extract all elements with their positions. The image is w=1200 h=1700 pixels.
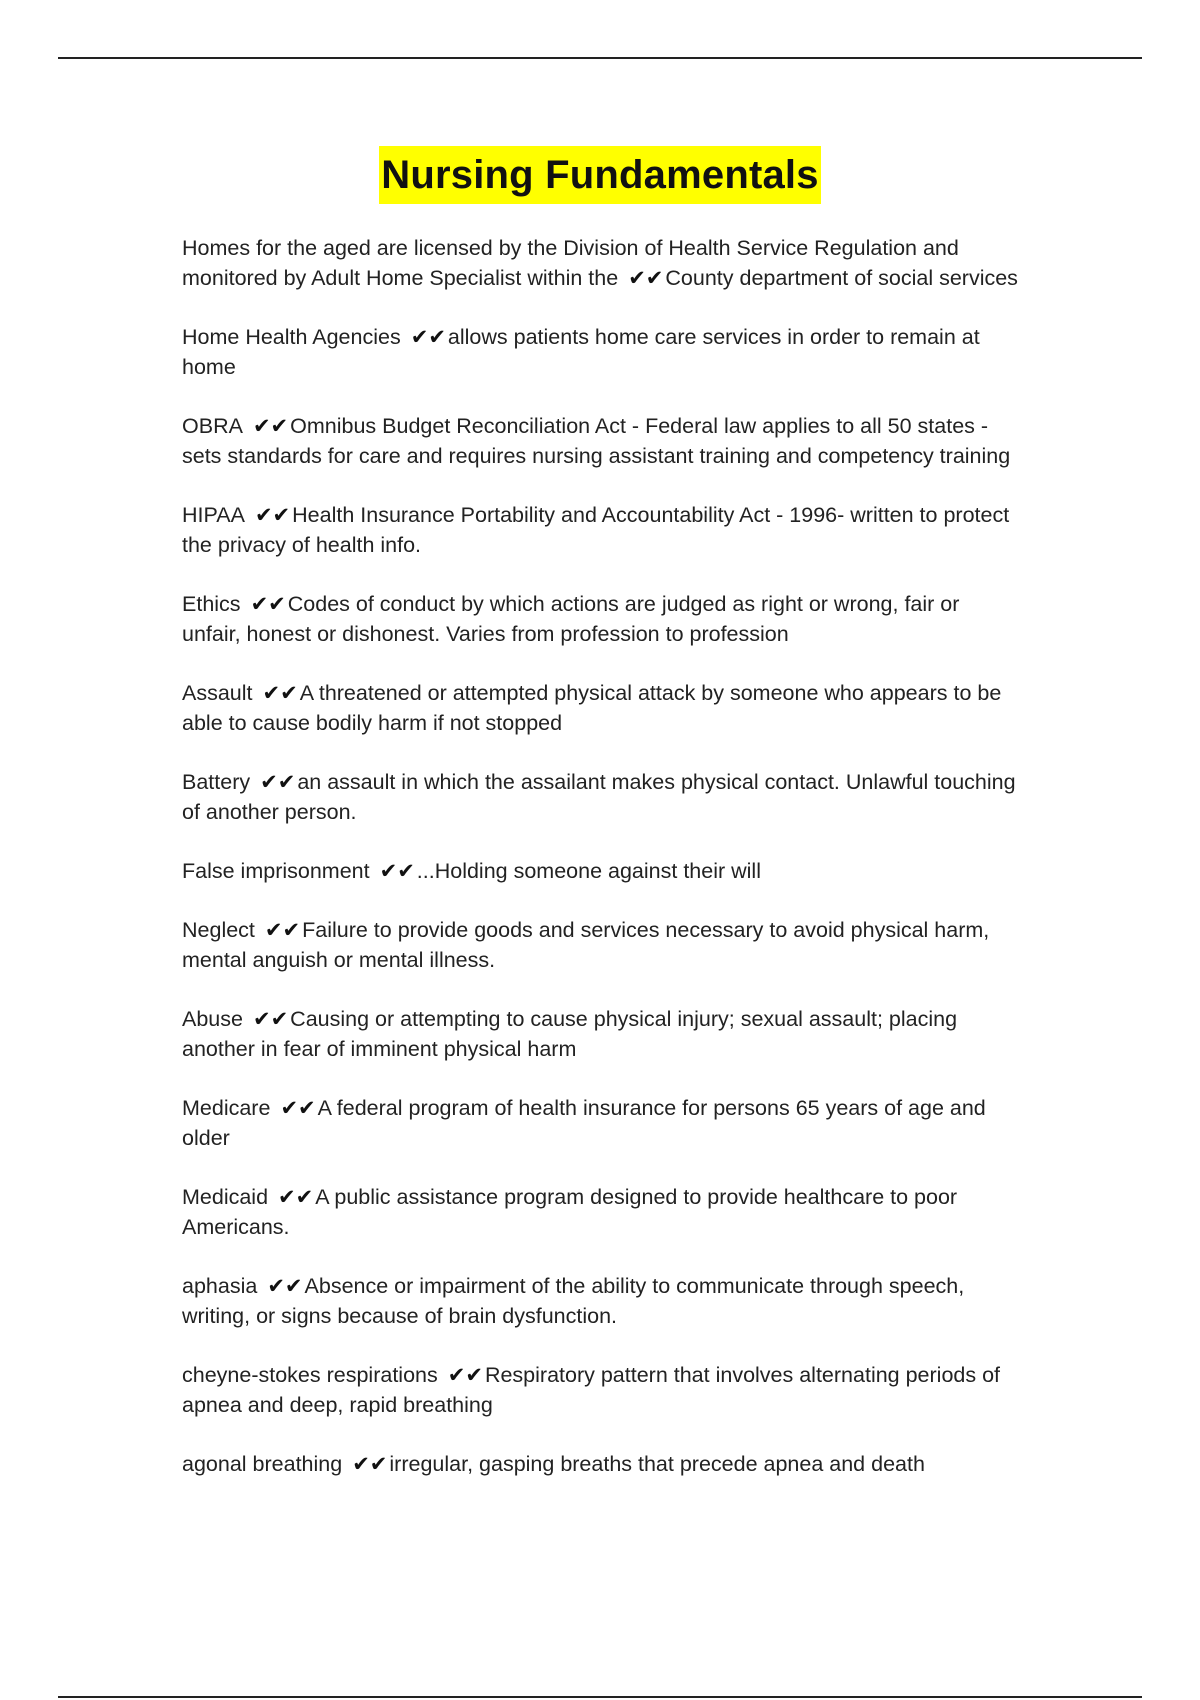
entry-term: Ethics bbox=[182, 592, 241, 616]
list-item bbox=[182, 1360, 1020, 1420]
check-mark-icon: ✔✔ bbox=[379, 859, 415, 883]
check-mark-icon: ✔✔ bbox=[264, 918, 301, 942]
list-item bbox=[182, 856, 1020, 886]
check-mark-icon: ✔✔ bbox=[252, 1007, 289, 1031]
list-item bbox=[182, 322, 1020, 382]
check-mark-icon: ✔✔ bbox=[267, 1274, 303, 1298]
entry-term: Medicare bbox=[182, 1096, 271, 1120]
check-mark-icon: ✔✔ bbox=[278, 1185, 314, 1209]
entry-list bbox=[182, 233, 1020, 1508]
list-item bbox=[182, 1271, 1020, 1331]
top-rule bbox=[58, 57, 1142, 59]
check-mark-icon: ✔✔ bbox=[352, 1452, 388, 1476]
page-title: Nursing Fundamentals bbox=[379, 146, 820, 204]
entry-definition: Failure to provide goods and services necessary to avoid physical harm, mental anguish or mental illness. bbox=[182, 918, 990, 972]
entry-definition: A threatened or attempted physical attack by someone who appears to be able to cause bodily harm if not stopped bbox=[182, 681, 1002, 735]
check-mark-icon: ✔✔ bbox=[254, 503, 291, 527]
check-mark-icon: ✔✔ bbox=[628, 266, 664, 290]
entry-term: Abuse bbox=[182, 1007, 243, 1031]
entry-definition: Absence or impairment of the ability to communicate through speech, writing, or signs because of brain dysfunction. bbox=[182, 1274, 965, 1328]
list-item bbox=[182, 411, 1020, 471]
entry-term: aphasia bbox=[182, 1274, 258, 1298]
check-mark-icon: ✔✔ bbox=[280, 1096, 316, 1120]
entry-definition: ...Holding someone against their will bbox=[416, 859, 761, 883]
entry-definition: Respiratory pattern that involves alternating periods of apnea and deep, rapid breathing bbox=[182, 1363, 1001, 1417]
entry-definition: A federal program of health insurance for persons 65 years of age and older bbox=[182, 1096, 986, 1150]
entry-definition: an assault in which the assailant makes physical contact. Unlawful touching of another person. bbox=[182, 770, 1016, 824]
entry-term: HIPAA bbox=[182, 503, 245, 527]
bottom-rule bbox=[58, 1696, 1142, 1698]
check-mark-icon: ✔✔ bbox=[262, 681, 298, 705]
entry-term: False imprisonment bbox=[182, 859, 370, 883]
list-item bbox=[182, 678, 1020, 738]
list-item bbox=[182, 1093, 1020, 1153]
check-mark-icon: ✔✔ bbox=[250, 592, 286, 616]
check-mark-icon: ✔✔ bbox=[410, 325, 446, 349]
entry-definition: Omnibus Budget Reconciliation Act - Federal law applies to all 50 states - sets standards for care and requires nursing assistant training and competency training bbox=[182, 414, 1011, 468]
entry-term: Medicaid bbox=[182, 1185, 269, 1209]
check-mark-icon: ✔✔ bbox=[260, 770, 296, 794]
list-item bbox=[182, 1449, 1020, 1479]
entry-term: Neglect bbox=[182, 918, 255, 942]
list-item bbox=[182, 233, 1020, 293]
entry-term: Battery bbox=[182, 770, 251, 794]
entry-definition: Causing or attempting to cause physical injury; sexual assault; placing another in fear of imminent physical harm bbox=[182, 1007, 958, 1061]
entry-definition: County department of social services bbox=[665, 266, 1018, 290]
list-item bbox=[182, 767, 1020, 827]
entry-term: OBRA bbox=[182, 414, 243, 438]
entry-term: agonal breathing bbox=[182, 1452, 343, 1476]
list-item bbox=[182, 500, 1020, 560]
list-item bbox=[182, 1182, 1020, 1242]
entry-definition: A public assistance program designed to provide healthcare to poor Americans. bbox=[182, 1185, 958, 1239]
list-item bbox=[182, 1004, 1020, 1064]
entry-definition: Codes of conduct by which actions are judged as right or wrong, fair or unfair, honest or dishonest. Varies from profession to profession bbox=[182, 592, 960, 646]
entry-term: Assault bbox=[182, 681, 253, 705]
entry-definition: allows patients home care services in order to remain at home bbox=[182, 325, 980, 379]
title-container bbox=[0, 146, 1200, 204]
list-item bbox=[182, 915, 1020, 975]
check-mark-icon: ✔✔ bbox=[252, 414, 289, 438]
entry-definition: irregular, gasping breaths that precede apnea and death bbox=[389, 1452, 925, 1476]
entry-term: Home Health Agencies bbox=[182, 325, 401, 349]
entry-term: Homes for the aged are licensed by the Division of Health Service Regulation and monitored by Adult Home Specialist within the bbox=[182, 236, 959, 290]
entry-term: cheyne-stokes respirations bbox=[182, 1363, 438, 1387]
list-item bbox=[182, 589, 1020, 649]
entry-definition: Health Insurance Portability and Accountability Act - 1996- written to protect the privacy of health info. bbox=[182, 503, 1010, 557]
check-mark-icon: ✔✔ bbox=[447, 1363, 483, 1387]
